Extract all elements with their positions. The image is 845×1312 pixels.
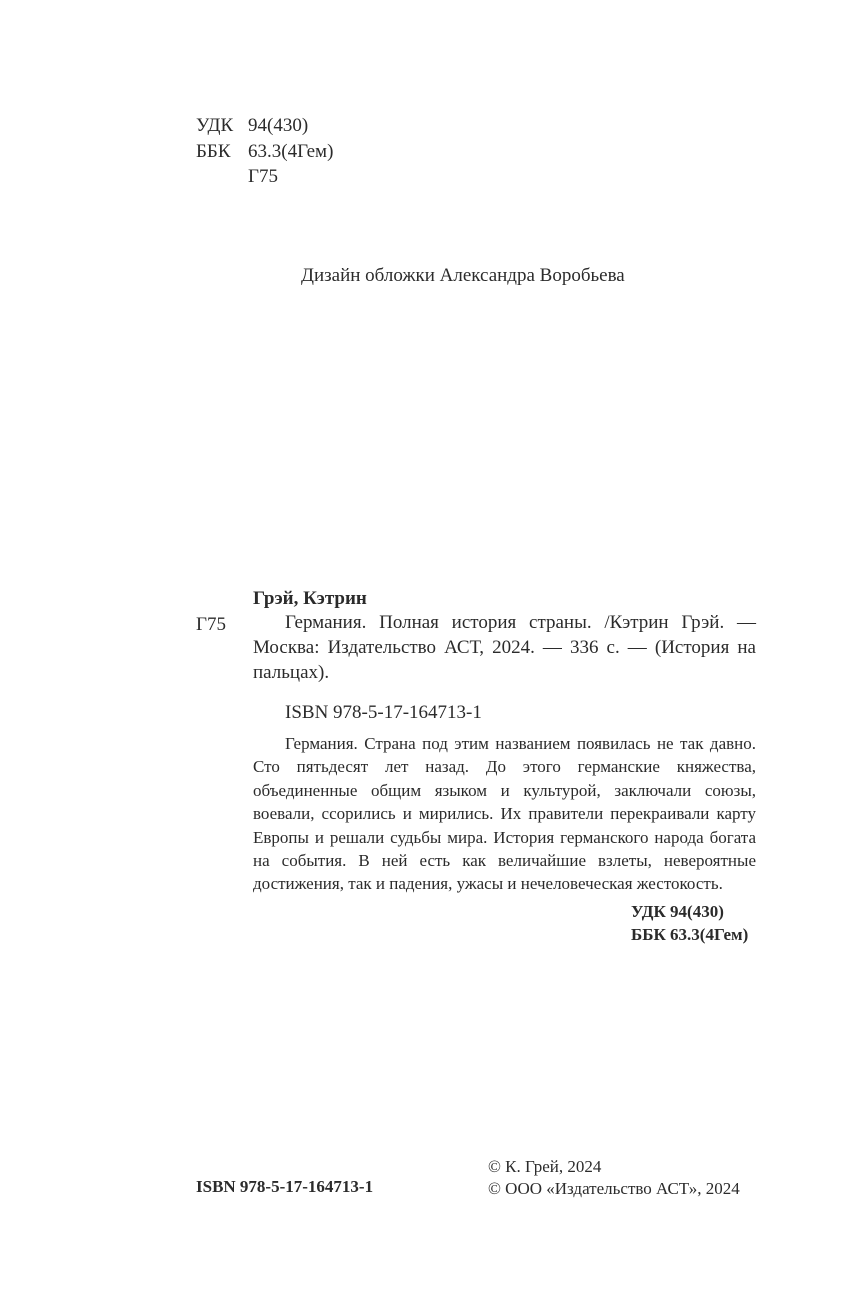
udk-record: УДК 94(430) [631,902,724,921]
isbn-record: ISBN 978-5-17-164713-1 [285,702,482,723]
author-mark-bib: Г75 [196,614,226,635]
udk-value: 94(430) [248,115,309,136]
bbk-value: 63.3(4Гем) [248,141,334,162]
bbk-label: ББК [196,141,231,162]
copyright-publisher: © ООО «Издательство АСТ», 2024 [488,1179,740,1198]
bbk-record: ББК 63.3(4Гем) [631,925,749,944]
isbn-footer: ISBN 978-5-17-164713-1 [196,1177,374,1196]
author-heading: Грэй, Кэтрин [253,588,367,609]
bibliographic-description: Германия. Полная история страны. /Кэтрин Грэй. — Москва: Издательство АСТ, 2024. — 336 с. — (История на пальцах). [253,612,756,683]
copyright-author: © К. Грей, 2024 [488,1157,602,1176]
annotation: Германия. Страна под этим названием появилась не так давно. Сто пятьдесят лет назад. До этого германские княжества, объединенные общим языком и культурой, заключали союзы, воевали, ссорились и мирились. Их правители перекраивали карту Европы и решали судьбы мира. История германского народа богата на события. В ней есть как величайшие взлеты, невероятные достижения, так и падения, ужасы и нечеловеческая жестокость. [253,734,756,894]
author-mark-top: Г75 [248,166,278,187]
cover-design-credit: Дизайн обложки Александра Воробьева [301,265,625,286]
udk-label: УДК [196,115,234,136]
